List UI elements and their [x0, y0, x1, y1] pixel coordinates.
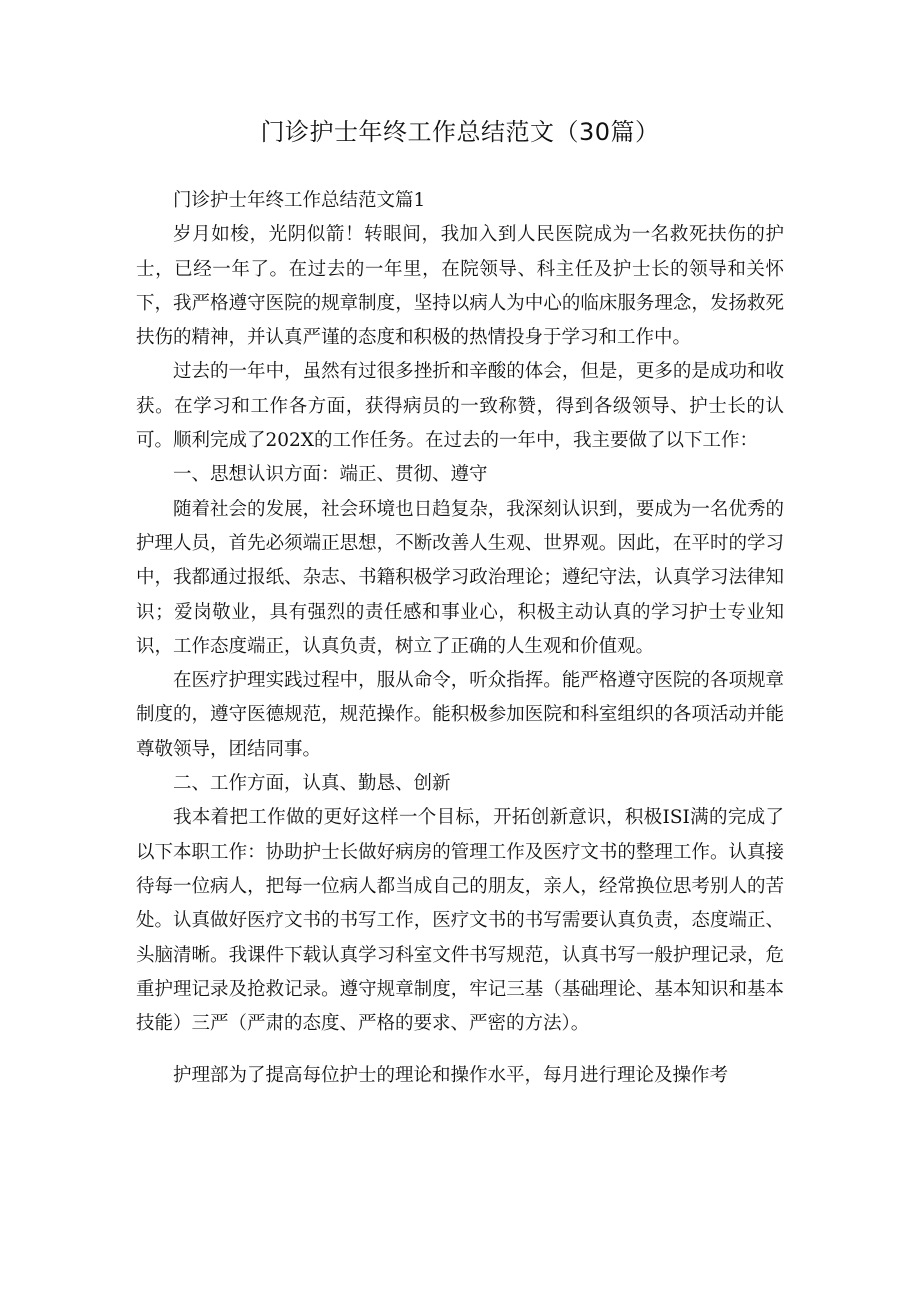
paragraph-thought: 随着社会的发展，社会环境也日趋复杂，我深刻认识到，要成为一名优秀的护理人员，首先必须端正思想，不断改善人生观、世界观。因此，在平时的学习中，我都通过报纸、杂志、书籍积极学习政治理论；遵纪守法，认真学习法律知识；爱岗敬业，具有强烈的责任感和事业心，积极主动认真的学习护士专业知识，工作态度端正，认真负责，树立了正确的人生观和价值观。 — [136, 498, 784, 657]
paragraph-intro: 岁月如梭，光阴似箭！转眼间，我加入到人民医院成为一名救死扶伤的护士，已经一年了。在过去的一年里，在院领导、科主任及护士长的领导和关怀下，我严格遵守医院的规章制度，坚持以病人为中心的临床服务理念，发扬救死扶伤的精神，并认真严谨的态度和积极的热情投身于学习和工作中。 — [136, 224, 784, 349]
document-body — [136, 184, 784, 1094]
subheading-thought: 一、思想认识方面：端正、贯彻、遵守 — [173, 464, 488, 486]
subheading-work: 二、工作方面，认真、勤恳、创新 — [173, 773, 451, 795]
paragraph-nursing-department: 护理部为了提高每位护士的理论和操作水平，每月进行理论及操作考 — [173, 1065, 729, 1087]
section-title: 门诊护士年终工作总结范文篇1 — [173, 190, 426, 211]
paragraph-past-year: 过去的一年中，虽然有过很多挫折和辛酸的体会，但是，更多的是成功和收获。在学习和工作各方面，获得病员的一致称赞，得到各级领导、护士长的认可。顺利完成了202X的工作任务。在过去的一年中，我主要做了以下工作： — [136, 361, 784, 452]
paragraph-work: 我本着把工作做的更好这样一个目标，开拓创新意识，积极ISI满的完成了以下本职工作：协助护士长做好病房的管理工作及医疗文书的整理工作。认真接待每一位病人，把每一位病人都当成自己的朋友，亲人，经常换位思考别人的苦处。认真做好医疗文书的书写工作，医疗文书的书写需要认真负责，态度端正、头脑清晰。我课件下载认真学习科室文件书写规范，认真书写一般护理记录，危重护理记录及抢救记录。遵守规章制度，牢记三基（基础理论、基本知识和基本技能）三严（严肃的态度、严格的要求、严密的方法）。 — [136, 807, 784, 1035]
paragraph-practice: 在医疗护理实践过程中，服从命令，听众指挥。能严格遵守医院的各项规章制度的，遵守医德规范，规范操作。能积极参加医院和科室组织的各项活动并能尊敬领导，团结同事。 — [136, 670, 784, 760]
document-title: 门诊护士年终工作总结范文（30篇） — [260, 118, 660, 146]
